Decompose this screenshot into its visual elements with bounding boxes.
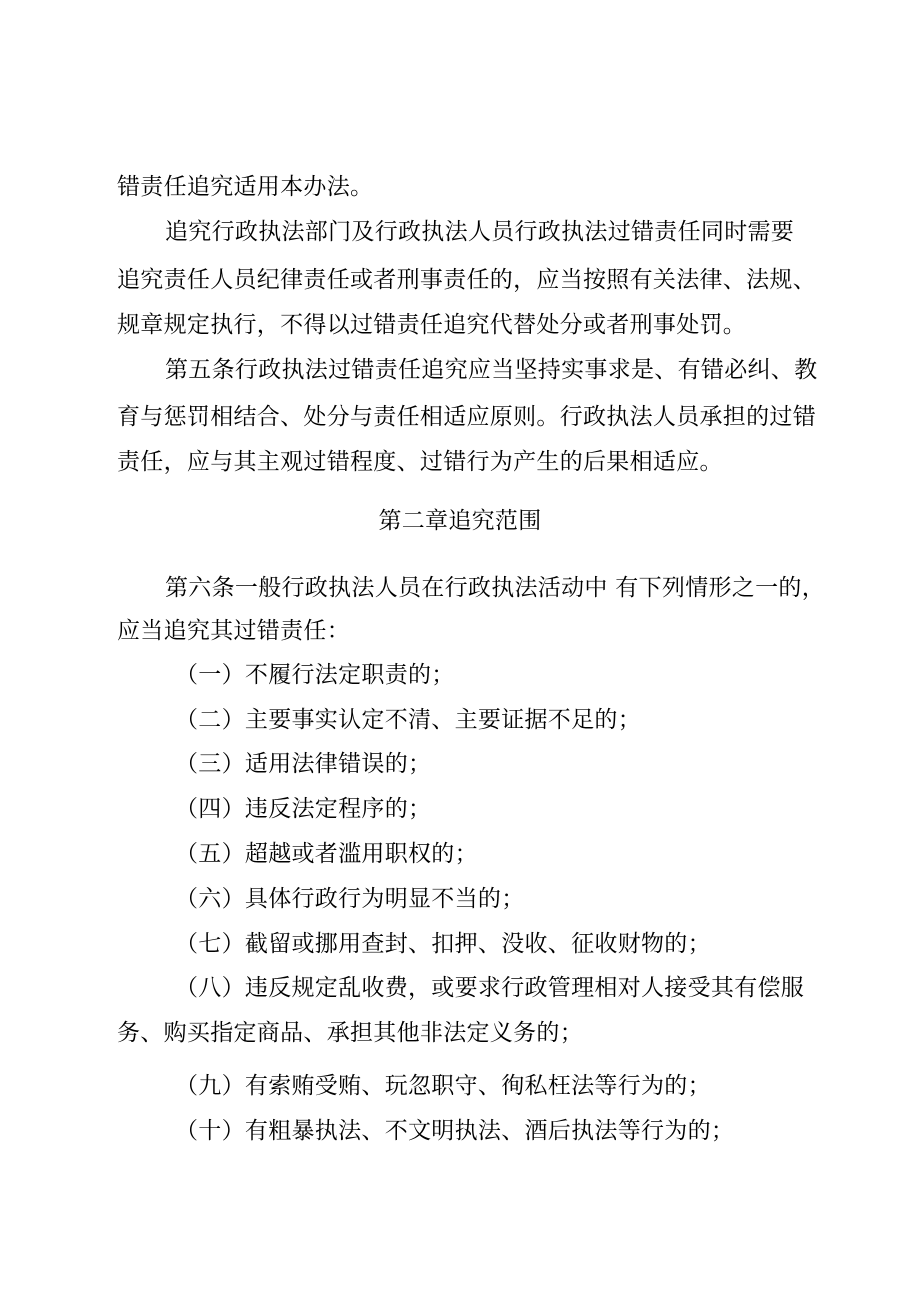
article-6-line: 第六条一般行政执法人员在行政执法活动中 有下列情形之一的， [165,575,826,601]
article-5-line: 育与惩罚相结合、处分与责任相适应原则。行政执法人员承担的过错 [117,404,816,430]
list-item-continuation: 务、购买指定商品、承担其他非法定义务的； [117,1020,583,1046]
article-5-line: 第五条行政执法过错责任追究应当坚持实事求是、有错必纠、教 [165,357,818,383]
list-item: （九）有索贿受贿、玩忽职守、徇私枉法等行为的； [175,1073,711,1099]
list-item: （一）不履行法定职责的； [175,662,455,688]
paragraph-line: 追究责任人员纪律责任或者刑事责任的，应当按照有关法律、法规、 [117,267,816,293]
list-item: （七）截留或挪用查封、扣押、没收、征收财物的； [175,931,711,957]
chapter-heading: 第二章追究范围 [378,508,542,534]
article-5-line: 责任，应与其主观过错程度、过错行为产生的后果相适应。 [117,449,723,475]
paragraph-continuation: 错责任追究适用本办法。 [117,174,374,200]
list-item: （三）适用法律错误的； [175,751,432,777]
article-6-line: 应当追究其过错责任： [117,618,350,644]
list-item: （二）主要事实认定不清、主要证据不足的； [175,707,641,733]
list-item: （五）超越或者滥用职权的； [175,841,478,867]
list-item: （四）违反法定程序的； [175,796,432,822]
list-item: （十）有粗暴执法、不文明执法、酒后执法等行为的； [175,1118,735,1144]
list-item: （六）具体行政行为明显不当的； [175,886,525,912]
list-item: （八）违反规定乱收费，或要求行政管理相对人接受其有偿服 [175,975,805,1001]
paragraph-line: 规章规定执行，不得以过错责任追究代替处分或者刑事处罚。 [117,312,747,338]
paragraph-line: 追究行政执法部门及行政执法人员行政执法过错责任同时需要 [165,219,795,245]
